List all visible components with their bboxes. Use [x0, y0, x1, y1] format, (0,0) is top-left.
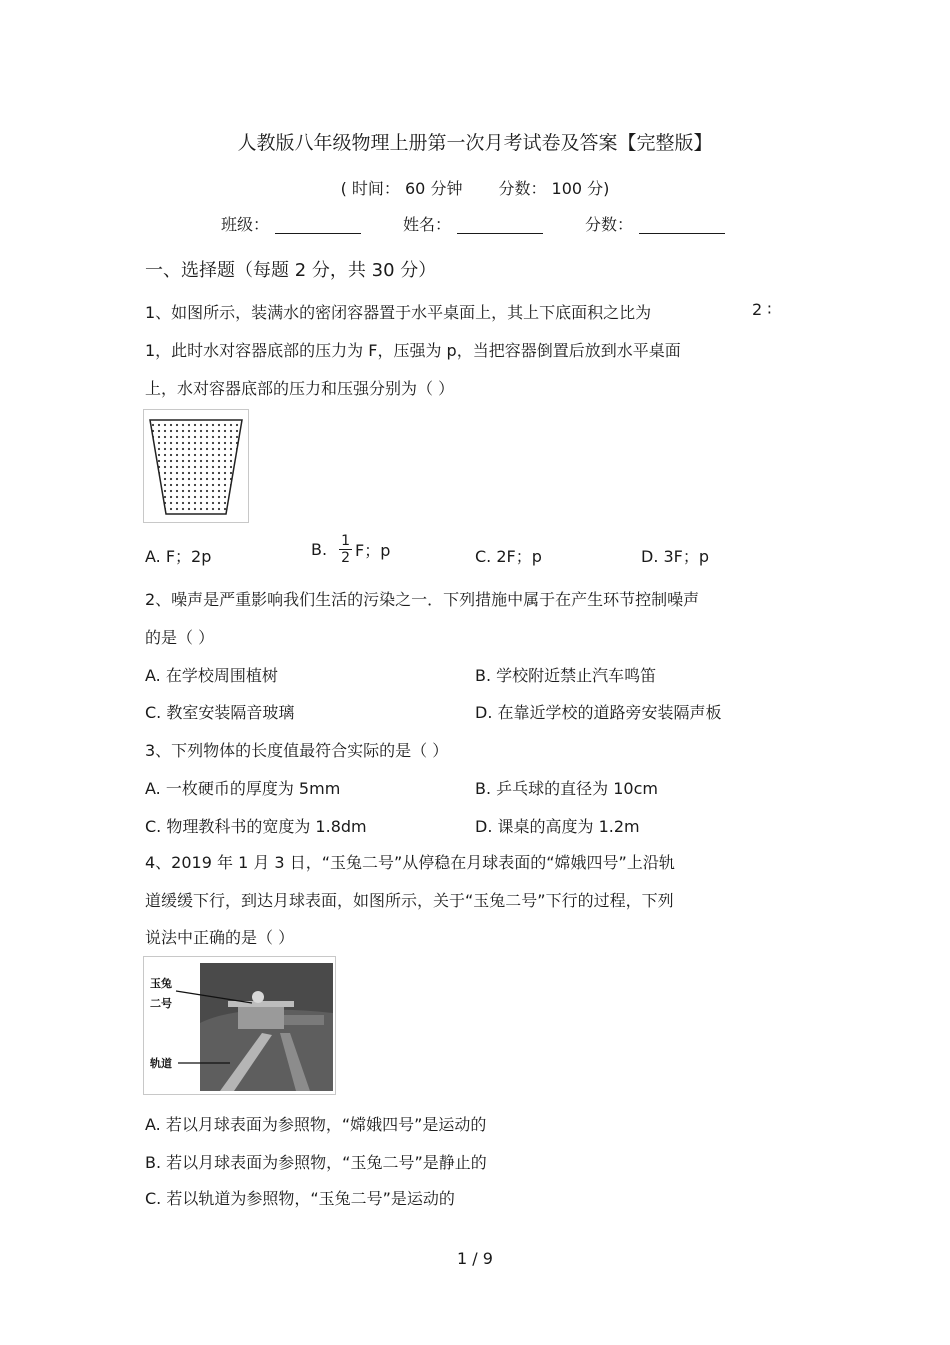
container-shape [150, 420, 242, 514]
fraction [339, 533, 352, 566]
q3-option-d[interactable]: D. 课桌的高度为 1.2m [475, 817, 640, 836]
q1-option-b-suffix: F；p [354, 541, 391, 560]
q1-option-b[interactable] [311, 533, 390, 566]
q1-line1: 1、如图所示，装满水的密闭容器置于水平桌面上，其上下底面积之比为 [145, 303, 652, 322]
q3-option-a[interactable]: A. 一枚硬币的厚度为 5mm [145, 779, 341, 798]
q3-line1: 3、下列物体的长度值最符合实际的是（ ） [145, 741, 449, 760]
score-blank[interactable] [639, 215, 725, 234]
label-rover-2: 二号 [150, 997, 172, 1010]
label-track: 轨道 [150, 1057, 172, 1070]
class-label: 班级： [221, 215, 270, 234]
fraction-numerator: 1 [341, 533, 350, 549]
exam-meta [0, 176, 950, 199]
q2-option-b[interactable]: B. 学校附近禁止汽车鸣笛 [475, 666, 657, 685]
container-diagram [144, 410, 248, 522]
page-title: 人教版八年级物理上册第一次月考试卷及答案【完整版】 [237, 132, 713, 154]
q1-line2: 1，此时水对容器底部的压力为 F，压强为 p，当把容器倒置后放到水平桌面 [145, 341, 681, 360]
q1-option-b-prefix: B. [311, 540, 328, 559]
q1-option-a[interactable]: A. F；2p [145, 547, 212, 566]
q3-option-b[interactable]: B. 乒乓球的直径为 10cm [475, 779, 658, 798]
class-field [221, 212, 361, 235]
q2-option-a[interactable]: A. 在学校周围植树 [145, 666, 278, 685]
name-field [403, 212, 543, 235]
q4-option-a[interactable]: A. 若以月球表面为参照物，“嫦娥四号”是运动的 [145, 1115, 487, 1134]
q4-line2: 道缓缓下行，到达月球表面，如图所示，关于“玉兔二号”下行的过程，下列 [145, 891, 674, 910]
q2-line2: 的是（ ） [145, 628, 215, 647]
q3-option-c[interactable]: C. 物理教科书的宽度为 1.8dm [145, 817, 367, 836]
q2-line1: 2、噪声是严重影响我们生活的污染之一．下列措施中属于在产生环节控制噪声 [145, 590, 700, 609]
q2-option-c[interactable]: C. 教室安装隔音玻璃 [145, 703, 295, 722]
class-blank[interactable] [275, 215, 361, 234]
fraction-denominator: 2 [341, 550, 350, 566]
container-figure [143, 409, 249, 523]
q1-option-c[interactable]: C. 2F；p [475, 547, 542, 566]
q1-line3: 上，水对容器底部的压力和压强分别为（ ） [145, 379, 455, 398]
exam-total-score: 分数： 100 分) [498, 179, 610, 198]
score-label: 分数： [585, 215, 634, 234]
q2-option-d[interactable]: D. 在靠近学校的道路旁安装隔声板 [475, 703, 722, 722]
figure-pointer-lines [144, 957, 335, 1094]
q4-line3: 说法中正确的是（ ） [145, 928, 295, 947]
q4-line1: 4、2019 年 1 月 3 日，“玉兔二号”从停稳在月球表面的“嫦娥四号”上沿轨 [145, 853, 675, 872]
q1-ratio: 2 ∶ [752, 300, 772, 319]
label-rover-1: 玉兔 [150, 977, 172, 990]
rover-figure [143, 956, 336, 1095]
q4-option-c[interactable]: C. 若以轨道为参照物，“玉兔二号”是运动的 [145, 1189, 455, 1208]
section-heading: 一、选择题（每题 2 分，共 30 分） [145, 260, 437, 281]
page-number: 1 / 9 [457, 1249, 493, 1268]
name-label: 姓名： [403, 215, 452, 234]
score-field [585, 212, 725, 235]
q4-option-b[interactable]: B. 若以月球表面为参照物，“玉兔二号”是静止的 [145, 1153, 487, 1172]
name-blank[interactable] [457, 215, 543, 234]
q1-option-d[interactable]: D. 3F；p [641, 547, 710, 566]
exam-time: ( 时间： 60 分钟 [340, 179, 463, 198]
